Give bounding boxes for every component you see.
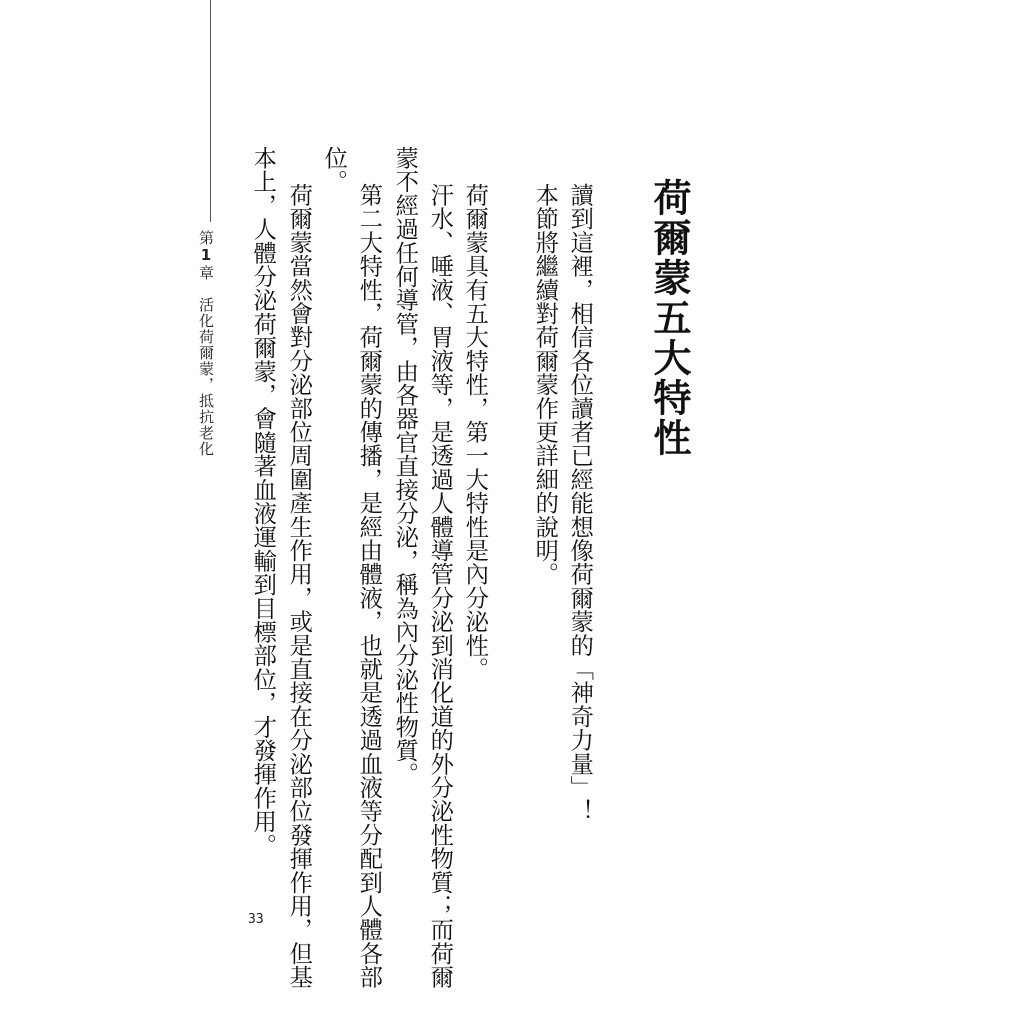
- paragraph-3-line-2: 蒙不經過任何導管，由各器官直接分泌，稱為內分泌性物質。: [391, 146, 419, 786]
- chapter-suffix: 章: [197, 265, 215, 281]
- page-number: 33: [248, 912, 264, 927]
- paragraph-5-line-2: 本上，人體分泌荷爾蒙，會隨著血液運輸到目標部位，才發揮作用。: [249, 146, 277, 857]
- paragraph-2-line-1: 荷爾蒙具有五大特性，第一大特性是內分泌性。: [461, 183, 489, 681]
- paragraph-1-line-1: 讀到這裡，相信各位讀者已經能想像荷爾蒙的「神奇力量」！: [566, 183, 594, 823]
- chapter-number: 1: [197, 246, 215, 265]
- paragraph-5-line-1: 荷爾蒙當然會對分泌部位周圍產生作用，或是直接在分泌部位發揮作用，但基: [285, 183, 313, 989]
- paragraph-4-line-1: 第二大特性，荷爾蒙的傳播，是經由體液，也就是透過血液等分配到人體各部: [355, 183, 383, 989]
- paragraph-3-line-1: 汗水、唾液、胃液等，是透過人體導管分泌到消化道的外分泌性物質；而荷爾: [426, 183, 454, 989]
- running-head: [198, 230, 213, 457]
- section-title: 荷爾蒙五大特性: [647, 178, 691, 458]
- chapter-title: 活化荷爾蒙，抵抗老化: [197, 297, 215, 457]
- running-head-rule: [210, 0, 211, 222]
- paragraph-4-line-2: 位。: [320, 146, 348, 194]
- paragraph-1-line-2: 本節將繼續對荷爾蒙作更詳細的說明。: [531, 183, 559, 586]
- chapter-prefix: 第: [197, 230, 215, 246]
